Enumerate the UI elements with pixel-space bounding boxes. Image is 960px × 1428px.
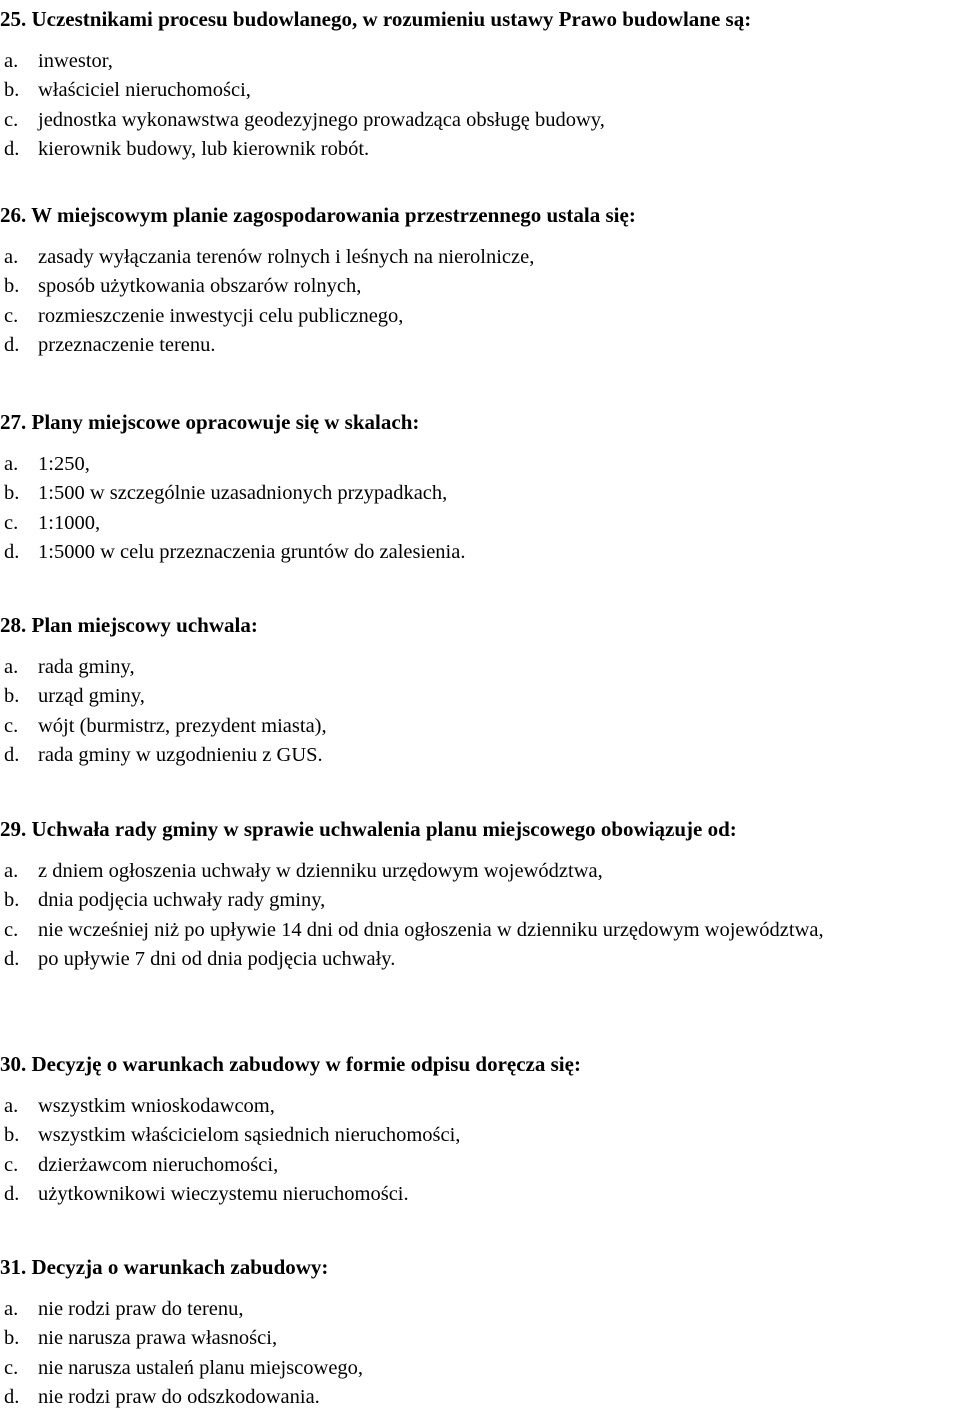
answer-option [0, 741, 958, 770]
answer-text: właściciel nieruchomości, [38, 79, 251, 102]
answer-option [0, 945, 958, 974]
question-title [0, 200, 958, 230]
answer-option [0, 1151, 958, 1180]
question-28 [0, 610, 958, 771]
answer-option [0, 106, 958, 135]
question-number: 27. [0, 410, 27, 434]
answer-option [0, 1121, 958, 1150]
answer-letter: d. [4, 1183, 20, 1206]
answer-list [0, 857, 958, 975]
answer-letter: a. [4, 246, 19, 268]
question-30 [0, 1049, 958, 1210]
answer-option [0, 916, 958, 945]
question-number: 28. [0, 613, 27, 637]
answer-letter: d. [4, 744, 20, 767]
answer-text: inwestor, [38, 50, 113, 72]
answer-list [0, 243, 958, 361]
question-text: W miejscowym planie zagospodarowania przestrzennego ustala się: [31, 203, 636, 227]
answer-text: rada gminy w uzgodnieniu z GUS. [38, 744, 323, 767]
answer-option [0, 1324, 958, 1353]
question-title [0, 814, 958, 844]
answer-text: wszystkim wnioskodawcom, [38, 1095, 275, 1117]
answer-text: nie rodzi praw do odszkodowania. [38, 1386, 320, 1409]
answer-text: jednostka wykonawstwa geodezyjnego prowadząca obsługę budowy, [38, 108, 605, 131]
question-25 [0, 4, 958, 165]
answer-option [0, 1295, 958, 1324]
answer-letter: b. [4, 79, 20, 102]
answer-letter: b. [4, 482, 20, 505]
answer-text: dzierżawcom nieruchomości, [38, 1153, 279, 1176]
question-text: Decyzja o warunkach zabudowy: [31, 1255, 329, 1279]
answer-option [0, 302, 958, 331]
answer-letter: a. [4, 1095, 19, 1117]
question-title [0, 1049, 958, 1079]
answer-letter: a. [4, 860, 19, 882]
answer-option [0, 682, 958, 711]
answer-text: 1:1000, [38, 511, 101, 534]
answer-list [0, 450, 958, 568]
answer-text: z dniem ogłoszenia uchwały w dzienniku urzędowym województwa, [38, 860, 603, 882]
answer-letter: b. [4, 1124, 20, 1147]
answer-text: rada gminy, [38, 656, 135, 678]
question-number: 25. [0, 7, 27, 31]
answer-option [0, 1383, 958, 1412]
answer-text: nie narusza prawa własności, [38, 1327, 278, 1350]
question-text: Plan miejscowy uchwala: [31, 613, 258, 637]
answer-text: użytkownikowi wieczystemu nieruchomości. [38, 1183, 409, 1206]
answer-option [0, 538, 958, 567]
answer-text: 1:250, [38, 453, 90, 475]
answer-text: przeznaczenie terenu. [38, 334, 216, 357]
answer-letter: d. [4, 334, 20, 357]
answer-option [0, 47, 958, 76]
question-number: 26. [0, 203, 27, 227]
question-26 [0, 200, 958, 361]
answer-letter: a. [4, 453, 19, 475]
answer-letter: a. [4, 50, 19, 72]
answer-text: wszystkim właścicielom sąsiednich nieruchomości, [38, 1124, 461, 1147]
answer-option [0, 450, 958, 479]
question-text: Uczestnikami procesu budowlanego, w rozumieniu ustawy Prawo budowlane są: [31, 7, 752, 31]
answer-option [0, 243, 958, 272]
answer-letter: a. [4, 1298, 19, 1320]
answer-text: zasady wyłączania terenów rolnych i leśnych na nierolnicze, [38, 246, 535, 268]
question-title [0, 407, 958, 437]
answer-text: sposób użytkowania obszarów rolnych, [38, 275, 362, 298]
answer-letter: c. [4, 714, 19, 737]
answer-list [0, 653, 958, 771]
answer-option [0, 509, 958, 538]
question-text: Plany miejscowe opracowuje się w skalach: [31, 410, 420, 434]
question-title [0, 4, 958, 34]
answer-option [0, 331, 958, 360]
question-title [0, 1252, 958, 1282]
answer-option [0, 857, 958, 886]
answer-letter: b. [4, 685, 20, 708]
question-title [0, 610, 958, 640]
answer-list [0, 1295, 958, 1413]
answer-text: nie wcześniej niż po upływie 14 dni od dnia ogłoszenia w dzienniku urzędowym województwa, [38, 918, 824, 941]
answer-option [0, 712, 958, 741]
answer-option [0, 653, 958, 682]
answer-text: urząd gminy, [38, 685, 145, 708]
answer-option [0, 135, 958, 164]
answer-option [0, 1092, 958, 1121]
answer-text: kierownik budowy, lub kierownik robót. [38, 138, 370, 161]
answer-text: rozmieszczenie inwestycji celu publicznego, [38, 304, 404, 327]
answer-list [0, 47, 958, 165]
answer-option [0, 886, 958, 915]
answer-option [0, 479, 958, 508]
question-27 [0, 407, 958, 568]
answer-text: dnia podjęcia uchwały rady gminy, [38, 889, 326, 912]
answer-text: 1:5000 w celu przeznaczenia gruntów do zalesienia. [38, 541, 466, 564]
answer-option [0, 1354, 958, 1383]
answer-text: wójt (burmistrz, prezydent miasta), [38, 714, 327, 737]
answer-letter: b. [4, 889, 20, 912]
answer-letter: b. [4, 275, 20, 298]
answer-letter: d. [4, 541, 20, 564]
answer-option [0, 76, 958, 105]
answer-letter: d. [4, 138, 20, 161]
answer-option [0, 1180, 958, 1209]
question-29 [0, 814, 958, 975]
answer-text: po upływie 7 dni od dnia podjęcia uchwały. [38, 948, 396, 971]
answer-option [0, 272, 958, 301]
question-number: 30. [0, 1052, 27, 1076]
answer-letter: c. [4, 1356, 19, 1379]
question-number: 31. [0, 1255, 27, 1279]
answer-text: nie rodzi praw do terenu, [38, 1298, 244, 1320]
answer-text: 1:500 w szczególnie uzasadnionych przypadkach, [38, 482, 448, 505]
answer-letter: d. [4, 1386, 20, 1409]
answer-letter: d. [4, 948, 20, 971]
question-text: Decyzję o warunkach zabudowy w formie odpisu doręcza się: [31, 1052, 581, 1076]
answer-text: nie narusza ustaleń planu miejscowego, [38, 1356, 364, 1379]
question-31 [0, 1252, 958, 1413]
answer-letter: a. [4, 656, 19, 678]
answer-letter: c. [4, 1153, 19, 1176]
question-text: Uchwała rady gminy w sprawie uchwalenia planu miejscowego obowiązuje od: [31, 817, 737, 841]
answer-letter: c. [4, 108, 19, 131]
answer-letter: c. [4, 511, 19, 534]
question-number: 29. [0, 817, 27, 841]
answer-list [0, 1092, 958, 1210]
answer-letter: b. [4, 1327, 20, 1350]
answer-letter: c. [4, 304, 19, 327]
answer-letter: c. [4, 918, 19, 941]
